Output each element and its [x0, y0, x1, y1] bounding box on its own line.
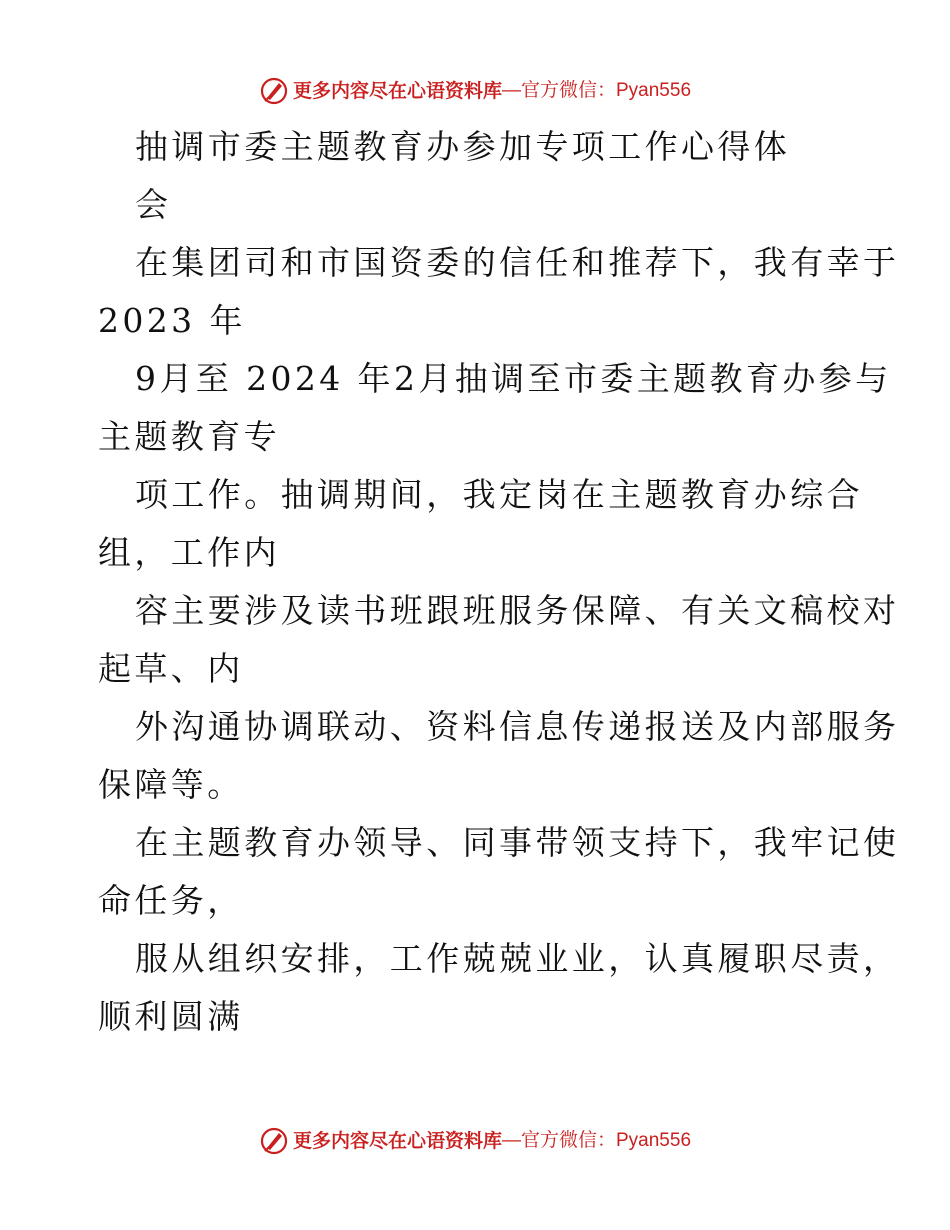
document-title-line-1: 抽调市委主题教育办参加专项工作心得体	[135, 127, 791, 166]
paragraph-line: 外沟通协调联动、资料信息传递报送及内部服务	[135, 707, 900, 746]
paragraph-line: 保障等。	[98, 765, 244, 804]
paragraph-line: 起草、内	[98, 649, 244, 688]
paragraph-line: 在集团司和市国资委的信任和推荐下，我有幸于	[135, 243, 900, 282]
quill-logo-icon	[259, 76, 289, 106]
paragraph-line: 9月至 2024 年2月抽调至市委主题教育办参与	[135, 359, 892, 398]
paragraph-line: 命任务，	[98, 881, 244, 920]
paragraph-line: 在主题教育办领导、同事带领支持下，我牢记使	[135, 823, 900, 862]
paragraph-line: 服从组织安排，工作兢兢业业，认真履职尽责，	[135, 939, 900, 978]
paragraph-line: 项工作。抽调期间，我定岗在主题教育办综合	[135, 475, 863, 514]
quill-logo-icon	[259, 1126, 289, 1156]
paragraph-line: 组，工作内	[98, 533, 280, 572]
paragraph-line: 主题教育专	[98, 417, 280, 456]
watermark-header	[0, 76, 950, 106]
document-title-line-2: 会	[135, 185, 172, 224]
paragraph-line: 顺利圆满	[98, 997, 244, 1036]
watermark-main-text: 更多内容尽在心语资料库	[292, 80, 502, 102]
watermark-sub-text: —官方微信：Pyan556	[502, 1130, 692, 1151]
watermark-footer	[0, 1126, 950, 1156]
paragraph-line: 2023 年	[98, 301, 246, 340]
watermark-sub-text: —官方微信：Pyan556	[502, 80, 692, 101]
paragraph-line: 容主要涉及读书班跟班服务保障、有关文稿校对	[135, 591, 900, 630]
watermark-main-text: 更多内容尽在心语资料库	[292, 1130, 502, 1152]
